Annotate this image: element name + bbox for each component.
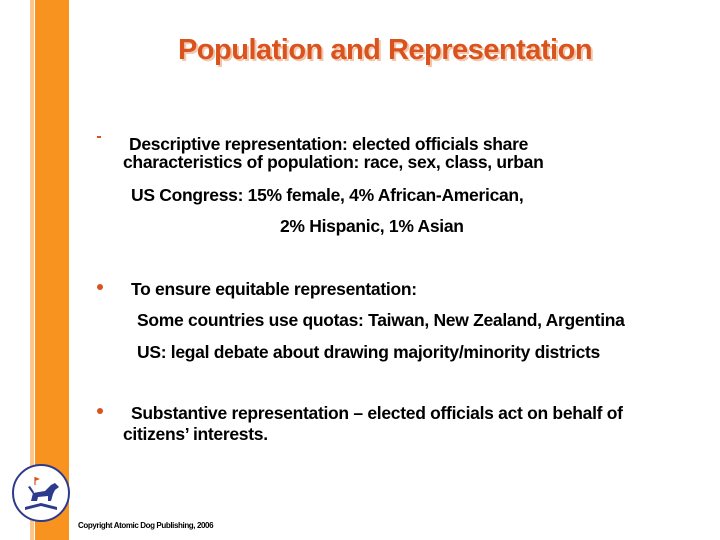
bullet1-line2: characteristics of population: race, sex, class, urban (123, 152, 544, 172)
bullet3-term: Substantive representation (131, 403, 349, 423)
bullet1-rest: : elected officials share (341, 134, 529, 154)
bullet-dash-icon (97, 136, 101, 138)
bullet3-rest: – elected officials act on behalf of (348, 403, 623, 423)
bullet1-term: Descriptive representation (129, 134, 342, 154)
bullet3-line2: citizens’ interests. (123, 424, 268, 444)
bullet1-sub1: US Congress: 15% female, 4% African-American, (131, 185, 524, 205)
atomic-dog-logo-icon (11, 463, 71, 523)
copyright-text: Copyright Atomic Dog Publishing, 2006 (78, 521, 214, 530)
bullet1-sub2: 2% Hispanic, 1% Asian (280, 216, 464, 236)
bullet2-line1: To ensure equitable representation: (131, 279, 417, 299)
slide-title: Population and Representation (177, 34, 593, 66)
left-accent-stripe (35, 0, 69, 540)
bullet3-line1 (131, 403, 623, 424)
bullet2-sub1: Some countries use quotas: Taiwan, New Zealand, Argentina (137, 310, 625, 330)
bullet-dot-icon (97, 408, 103, 414)
left-accent-stripe-light (30, 0, 34, 540)
bullet-dot-icon (97, 284, 103, 290)
bullet2-sub2: US: legal debate about drawing majority/minority districts (137, 342, 600, 362)
